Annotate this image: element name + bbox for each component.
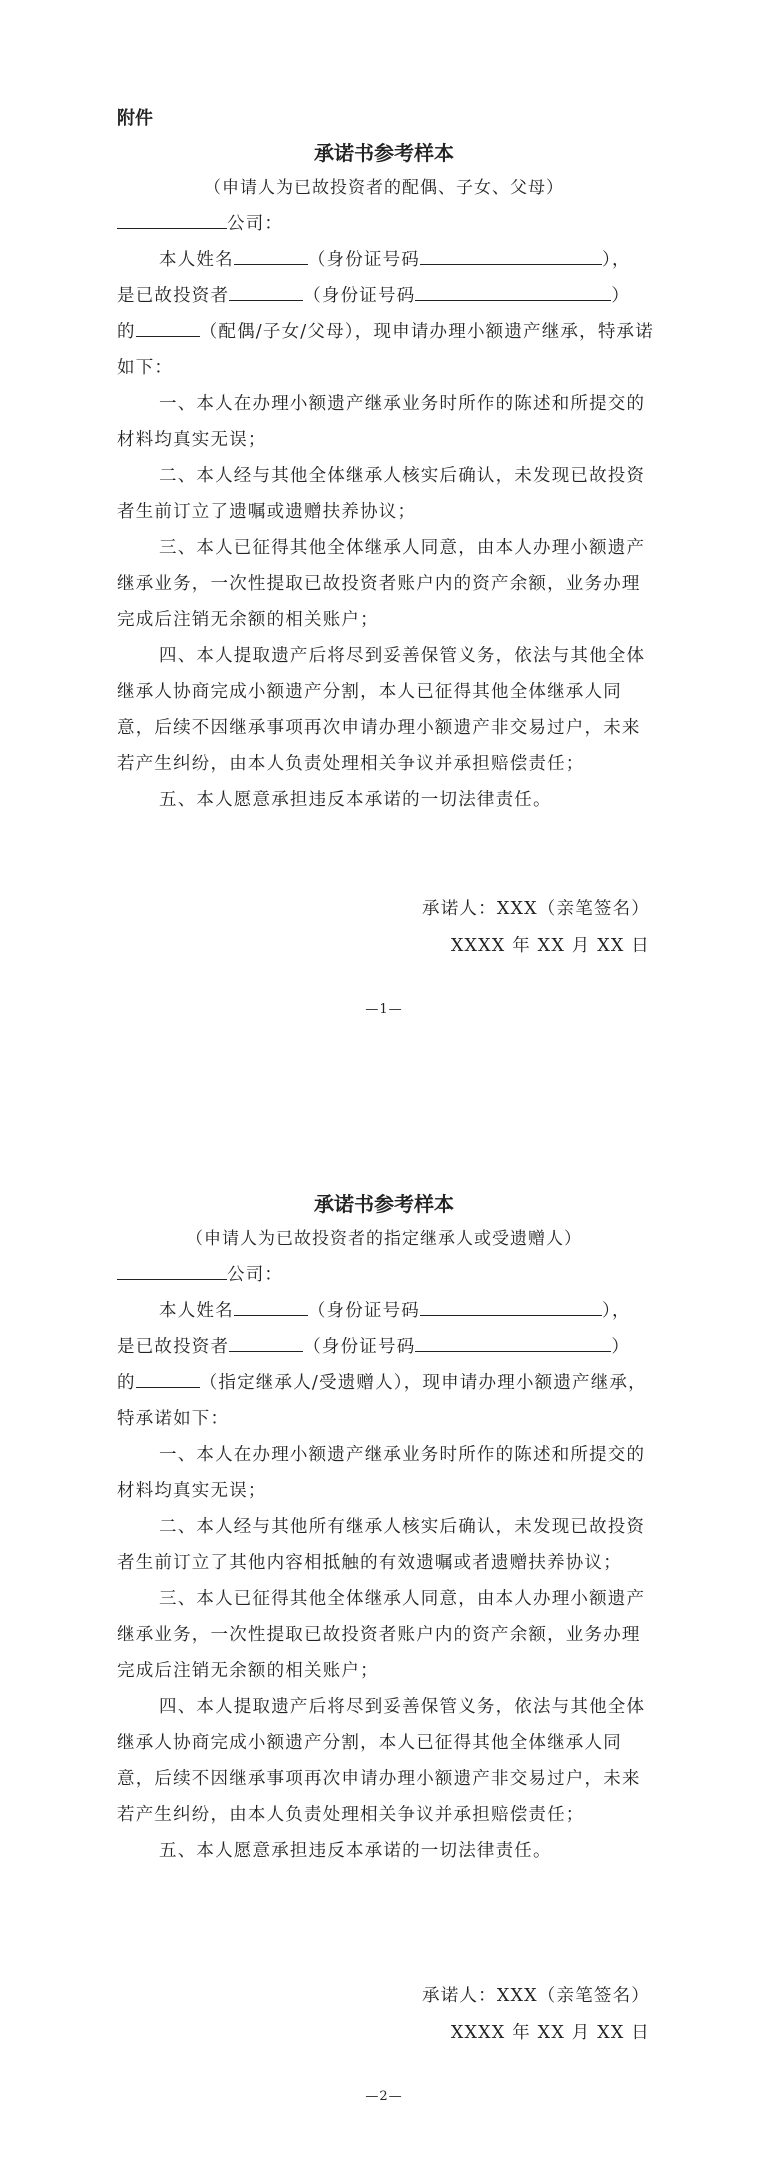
- deceased-name-blank[interactable]: [229, 1333, 303, 1352]
- relationship-line: 的 （配偶/子女/父母），现申请办理小额遗产继承，特承诺如下：: [117, 314, 657, 386]
- commitment-item-4: 四、本人提取遗产后将尽到妥善保管义务，依法与其他全体继承人协商完成小额遗产分割，本人已征得其他全体继承人同意，后续不因继承事项再次申请办理小额遗产非交易过户，未来若产生纠纷，由本人负责处理相关争议并承担赔偿责任；: [117, 646, 646, 774]
- deceased-line: 是已故投资者 （身份证号码 ）: [117, 278, 657, 314]
- attachment-label: 附件: [117, 108, 153, 129]
- deceased-name-blank[interactable]: [229, 282, 303, 301]
- document-page-1: [0, 0, 768, 1085]
- commitment-item-3: 三、本人已征得其他全体继承人同意，由本人办理小额遗产继承业务，一次性提取已故投资者账户内的资产余额，业务办理完成后注销无余额的相关账户；: [117, 1589, 646, 1681]
- relationship-line: 的 （指定继承人/受遗赠人），现申请办理小额遗产继承，特承诺如下：: [117, 1365, 657, 1437]
- page-title: 承诺书参考样本: [314, 141, 454, 165]
- commitment-item-1: 一、本人在办理小额遗产继承业务时所作的陈述和所提交的材料均真实无误；: [117, 394, 646, 450]
- applicant-name-blank[interactable]: [234, 1297, 308, 1316]
- company-line: 公司：: [117, 206, 657, 242]
- signer-line: 承诺人：XXX（亲笔签名）: [422, 1986, 650, 2006]
- applicant-id-blank[interactable]: [420, 246, 602, 265]
- deceased-id-blank[interactable]: [415, 282, 611, 301]
- signer-line: 承诺人：XXX（亲笔签名）: [422, 899, 650, 919]
- applicant-id-blank[interactable]: [420, 1297, 602, 1316]
- commitment-item-5: 五、本人愿意承担违反本承诺的一切法律责任。: [159, 1841, 552, 1861]
- deceased-id-blank[interactable]: [415, 1333, 611, 1352]
- commitment-item-1: 一、本人在办理小额遗产继承业务时所作的陈述和所提交的材料均真实无误；: [117, 1445, 646, 1501]
- commitment-item-3: 三、本人已征得其他全体继承人同意，由本人办理小额遗产继承业务，一次性提取已故投资者账户内的资产余额，业务办理完成后注销无余额的相关账户；: [117, 538, 646, 630]
- commitment-body: [117, 206, 657, 818]
- commitment-item-4: 四、本人提取遗产后将尽到妥善保管义务，依法与其他全体继承人协商完成小额遗产分割，本人已征得其他全体继承人同意，后续不因继承事项再次申请办理小额遗产非交易过户，未来若产生纠纷，由本人负责处理相关争议并承担赔偿责任；: [117, 1697, 646, 1825]
- page-number: —1—: [365, 1002, 403, 1017]
- company-name-blank[interactable]: [117, 1261, 227, 1280]
- page-title: 承诺书参考样本: [314, 1192, 454, 1216]
- relationship-blank[interactable]: [136, 1369, 200, 1388]
- page-subtitle: （申请人为已故投资者的配偶、子女、父母）: [204, 178, 564, 198]
- page-subtitle: （申请人为已故投资者的指定继承人或受遗赠人）: [186, 1229, 582, 1249]
- commitment-item-5: 五、本人愿意承担违反本承诺的一切法律责任。: [159, 790, 552, 810]
- commitment-body: [117, 1257, 657, 1869]
- deceased-line: 是已故投资者 （身份证号码 ）: [117, 1329, 657, 1365]
- relationship-blank[interactable]: [136, 318, 200, 337]
- document-page-2: [0, 1085, 768, 2171]
- commitment-item-2: 二、本人经与其他全体继承人核实后确认，未发现已故投资者生前订立了遗嘱或遗赠扶养协议；: [117, 466, 646, 522]
- page-number: —2—: [365, 2089, 403, 2104]
- applicant-name-line: 本人姓名 （身份证号码 ），: [117, 1293, 657, 1329]
- applicant-name-line: 本人姓名 （身份证号码 ），: [117, 242, 657, 278]
- company-name-blank[interactable]: [117, 210, 227, 229]
- company-line: 公司：: [117, 1257, 657, 1293]
- commitment-item-2: 二、本人经与其他所有继承人核实后确认，未发现已故投资者生前订立了其他内容相抵触的有效遗嘱或者遗赠扶养协议；: [117, 1517, 646, 1573]
- sign-date: XXXX 年 XX 月 XX 日: [450, 936, 650, 956]
- sign-date: XXXX 年 XX 月 XX 日: [450, 2023, 650, 2043]
- applicant-name-blank[interactable]: [234, 246, 308, 265]
